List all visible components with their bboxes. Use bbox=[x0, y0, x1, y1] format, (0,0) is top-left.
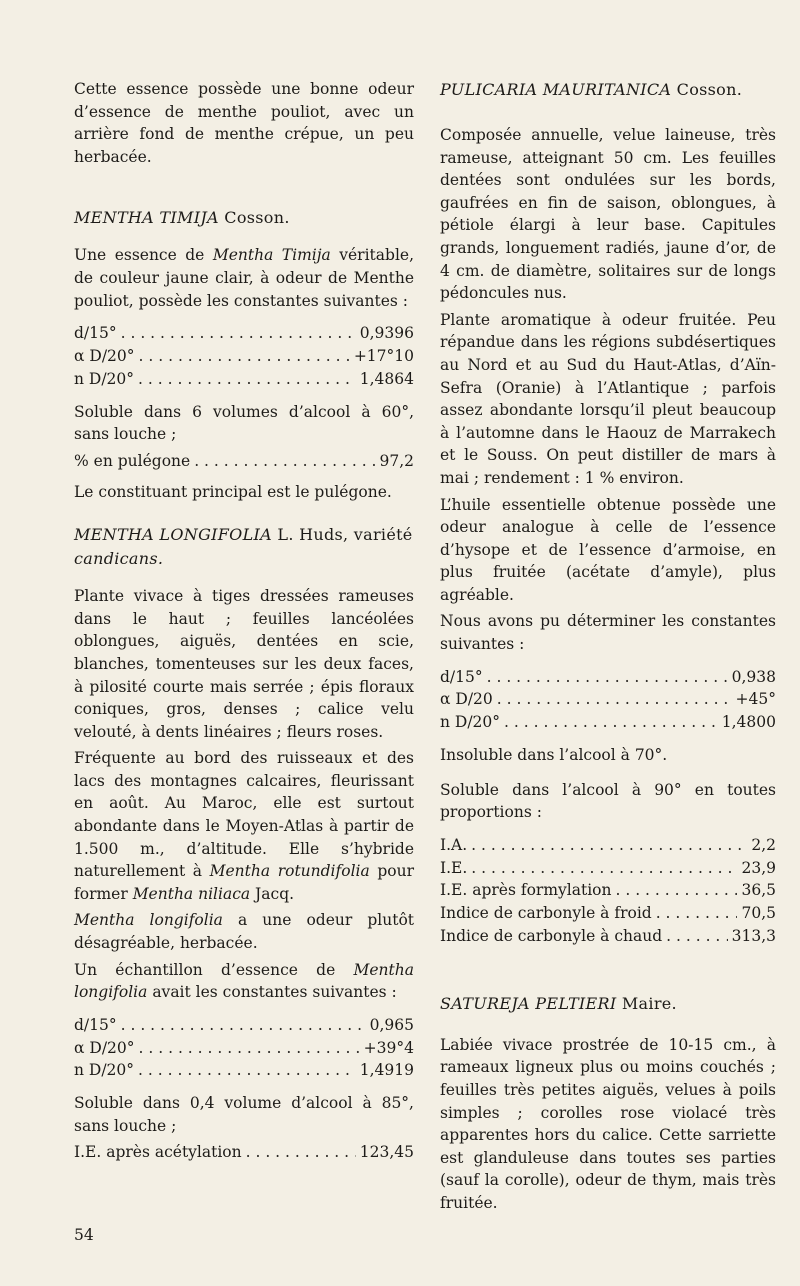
indice-row: I.E. après formylation . . . 36,5 bbox=[440, 879, 776, 902]
paragraph: Le constituant principal est le pulégone. bbox=[74, 482, 392, 501]
section-heading-mentha-longifolia bbox=[74, 523, 414, 571]
paragraph: Nous avons pu déterminer les constantes suivantes : bbox=[440, 612, 776, 654]
species-name: MENTHA TIMIJA bbox=[74, 208, 219, 228]
paragraph: Composée annuelle, velue laineuse, très rameuse, atteignant 50 cm. Les feuilles dentées sont ondulées sur les bords, gaufrées en fin de saison, oblongues, à pétiole élargi à leur base. Capitules grands, longuement radiés, jaune d’or, de 4 cm. de diamètre, solitaires sur de longs pédoncules nus. bbox=[440, 126, 776, 303]
constant-row: α D/20° . . . +39°4 bbox=[74, 1037, 414, 1060]
constant-row: d/15° . . . 0,965 bbox=[74, 1014, 414, 1037]
right-column bbox=[440, 78, 776, 1219]
constant-row: n D/20° . . . 1,4864 bbox=[74, 368, 414, 391]
constant-row: α D/20 . . . +45° bbox=[440, 688, 776, 711]
indice-row: Indice de carbonyle à chaud . . . 313,3 bbox=[440, 925, 776, 948]
paragraph: Plante aromatique à odeur fruitée. Peu répandue dans les régions subdésertiques au Nord et au Sud du Haut-Atlas, d’Aïn-Sefra (Oranie) à l’Atlantique ; parfois assez abondante lorsqu’il pleut beaucoup à l’automne dans le Haouz de Marrakech et le Souss. On peut distiller de mars à mai ; rendement : 1 % environ. bbox=[440, 310, 776, 487]
species-name: PULICARIA MAURITANICA bbox=[440, 80, 672, 99]
indice-row: I.A. . . . 2,2 bbox=[440, 834, 776, 857]
constants-table bbox=[74, 1014, 414, 1082]
constant-row: % en pulégone . . . 97,2 bbox=[74, 450, 414, 473]
species-author: L. Huds, variété bbox=[277, 525, 413, 545]
paragraph: Fréquente au bord des ruisseaux et des lacs des montagnes calcaires, fleurissant en août. Au Maroc, elle est surtout abondante dans le Moyen-Atlas à partir de 1.500 m., d’altitude. Elle s’hybride naturellement à Mentha rotundifolia pour former Mentha niliaca Jacq. bbox=[74, 749, 414, 903]
indice-row: I.E. . . . 23,9 bbox=[440, 857, 776, 880]
paragraph: Labiée vivace prostrée de 10-15 cm., à rameaux ligneux plus ou moins couchés ; feuilles très petites aiguës, velues à poils simples ; corolles rose violacé très apparentes hors du calice. Cette sarriette est glanduleuse dans toutes ses parties (sauf la corolle), odeur de thym, mais très fruitée. bbox=[440, 1035, 776, 1212]
constant-row: α D/20° . . . +17°10 bbox=[74, 345, 414, 368]
species-variety: candicans. bbox=[74, 549, 164, 569]
page-number: 54 bbox=[74, 1226, 94, 1244]
paragraph: Un échantillon d’essence de Mentha longifolia avait les constantes suivantes : bbox=[74, 960, 414, 1002]
paragraph: Soluble dans 6 volumes d’alcool à 60°, sans louche ; bbox=[74, 402, 414, 444]
paragraph: Une essence de Mentha Timija véritable, de couleur jaune clair, à odeur de Menthe pouliot, possède les constantes suivantes : bbox=[74, 246, 414, 310]
constant-row: I.E. après acétylation . . . 123,45 bbox=[74, 1141, 414, 1164]
species-author: Maire. bbox=[621, 993, 677, 1013]
left-column bbox=[74, 78, 414, 1164]
section-heading-satureja-peltieri bbox=[440, 992, 776, 1016]
section-heading-pulicaria-mauritanica bbox=[440, 78, 776, 102]
paragraph: L’huile essentielle obtenue possède une odeur analogue à celle de l’essence d’hysope et de l’essence d’armoise, en plus fruitée (acétate d’amyle), plus agréable. bbox=[440, 495, 776, 604]
constants-table bbox=[74, 322, 414, 390]
section-heading-mentha-timija bbox=[74, 206, 414, 230]
constant-row: n D/20° . . . 1,4919 bbox=[74, 1059, 414, 1082]
paragraph: Soluble dans l’alcool à 90° en toutes proportions : bbox=[440, 780, 776, 822]
paragraph: Mentha longifolia a une odeur plutôt désagréable, herbacée. bbox=[74, 911, 415, 953]
constants-table bbox=[440, 666, 776, 734]
constant-row: d/15° . . . 0,938 bbox=[440, 666, 776, 689]
indice-row: Indice de carbonyle à froid . . . 70,5 bbox=[440, 902, 776, 925]
species-author: Cosson. bbox=[224, 208, 290, 228]
indices-table bbox=[440, 834, 776, 948]
species-name: MENTHA LONGIFOLIA bbox=[74, 525, 272, 545]
paragraph: Insoluble dans l’alcool à 70°. bbox=[440, 746, 668, 765]
species-name: SATUREJA PELTIERI bbox=[440, 993, 617, 1013]
paragraph: Cette essence possède une bonne odeur d’essence de menthe pouliot, avec un arrière fond de menthe crépue, un peu herbacée. bbox=[74, 80, 414, 166]
constant-row: n D/20° . . . 1,4800 bbox=[440, 711, 776, 734]
constant-row: d/15° . . . 0,9396 bbox=[74, 322, 414, 345]
paragraph: Soluble dans 0,4 volume d’alcool à 85°, sans louche ; bbox=[74, 1094, 414, 1135]
paragraph: Plante vivace à tiges dressées rameuses dans le haut ; feuilles lancéolées oblongues, aiguës, dentées en scie, blanches, tomenteuses sur les deux faces, à pilosité courte mais serrée ; épis floraux coniques, gros, denses ; calice velu velouté, à dents linéaires ; fleurs roses. bbox=[74, 587, 414, 741]
species-author: Cosson. bbox=[676, 80, 743, 99]
